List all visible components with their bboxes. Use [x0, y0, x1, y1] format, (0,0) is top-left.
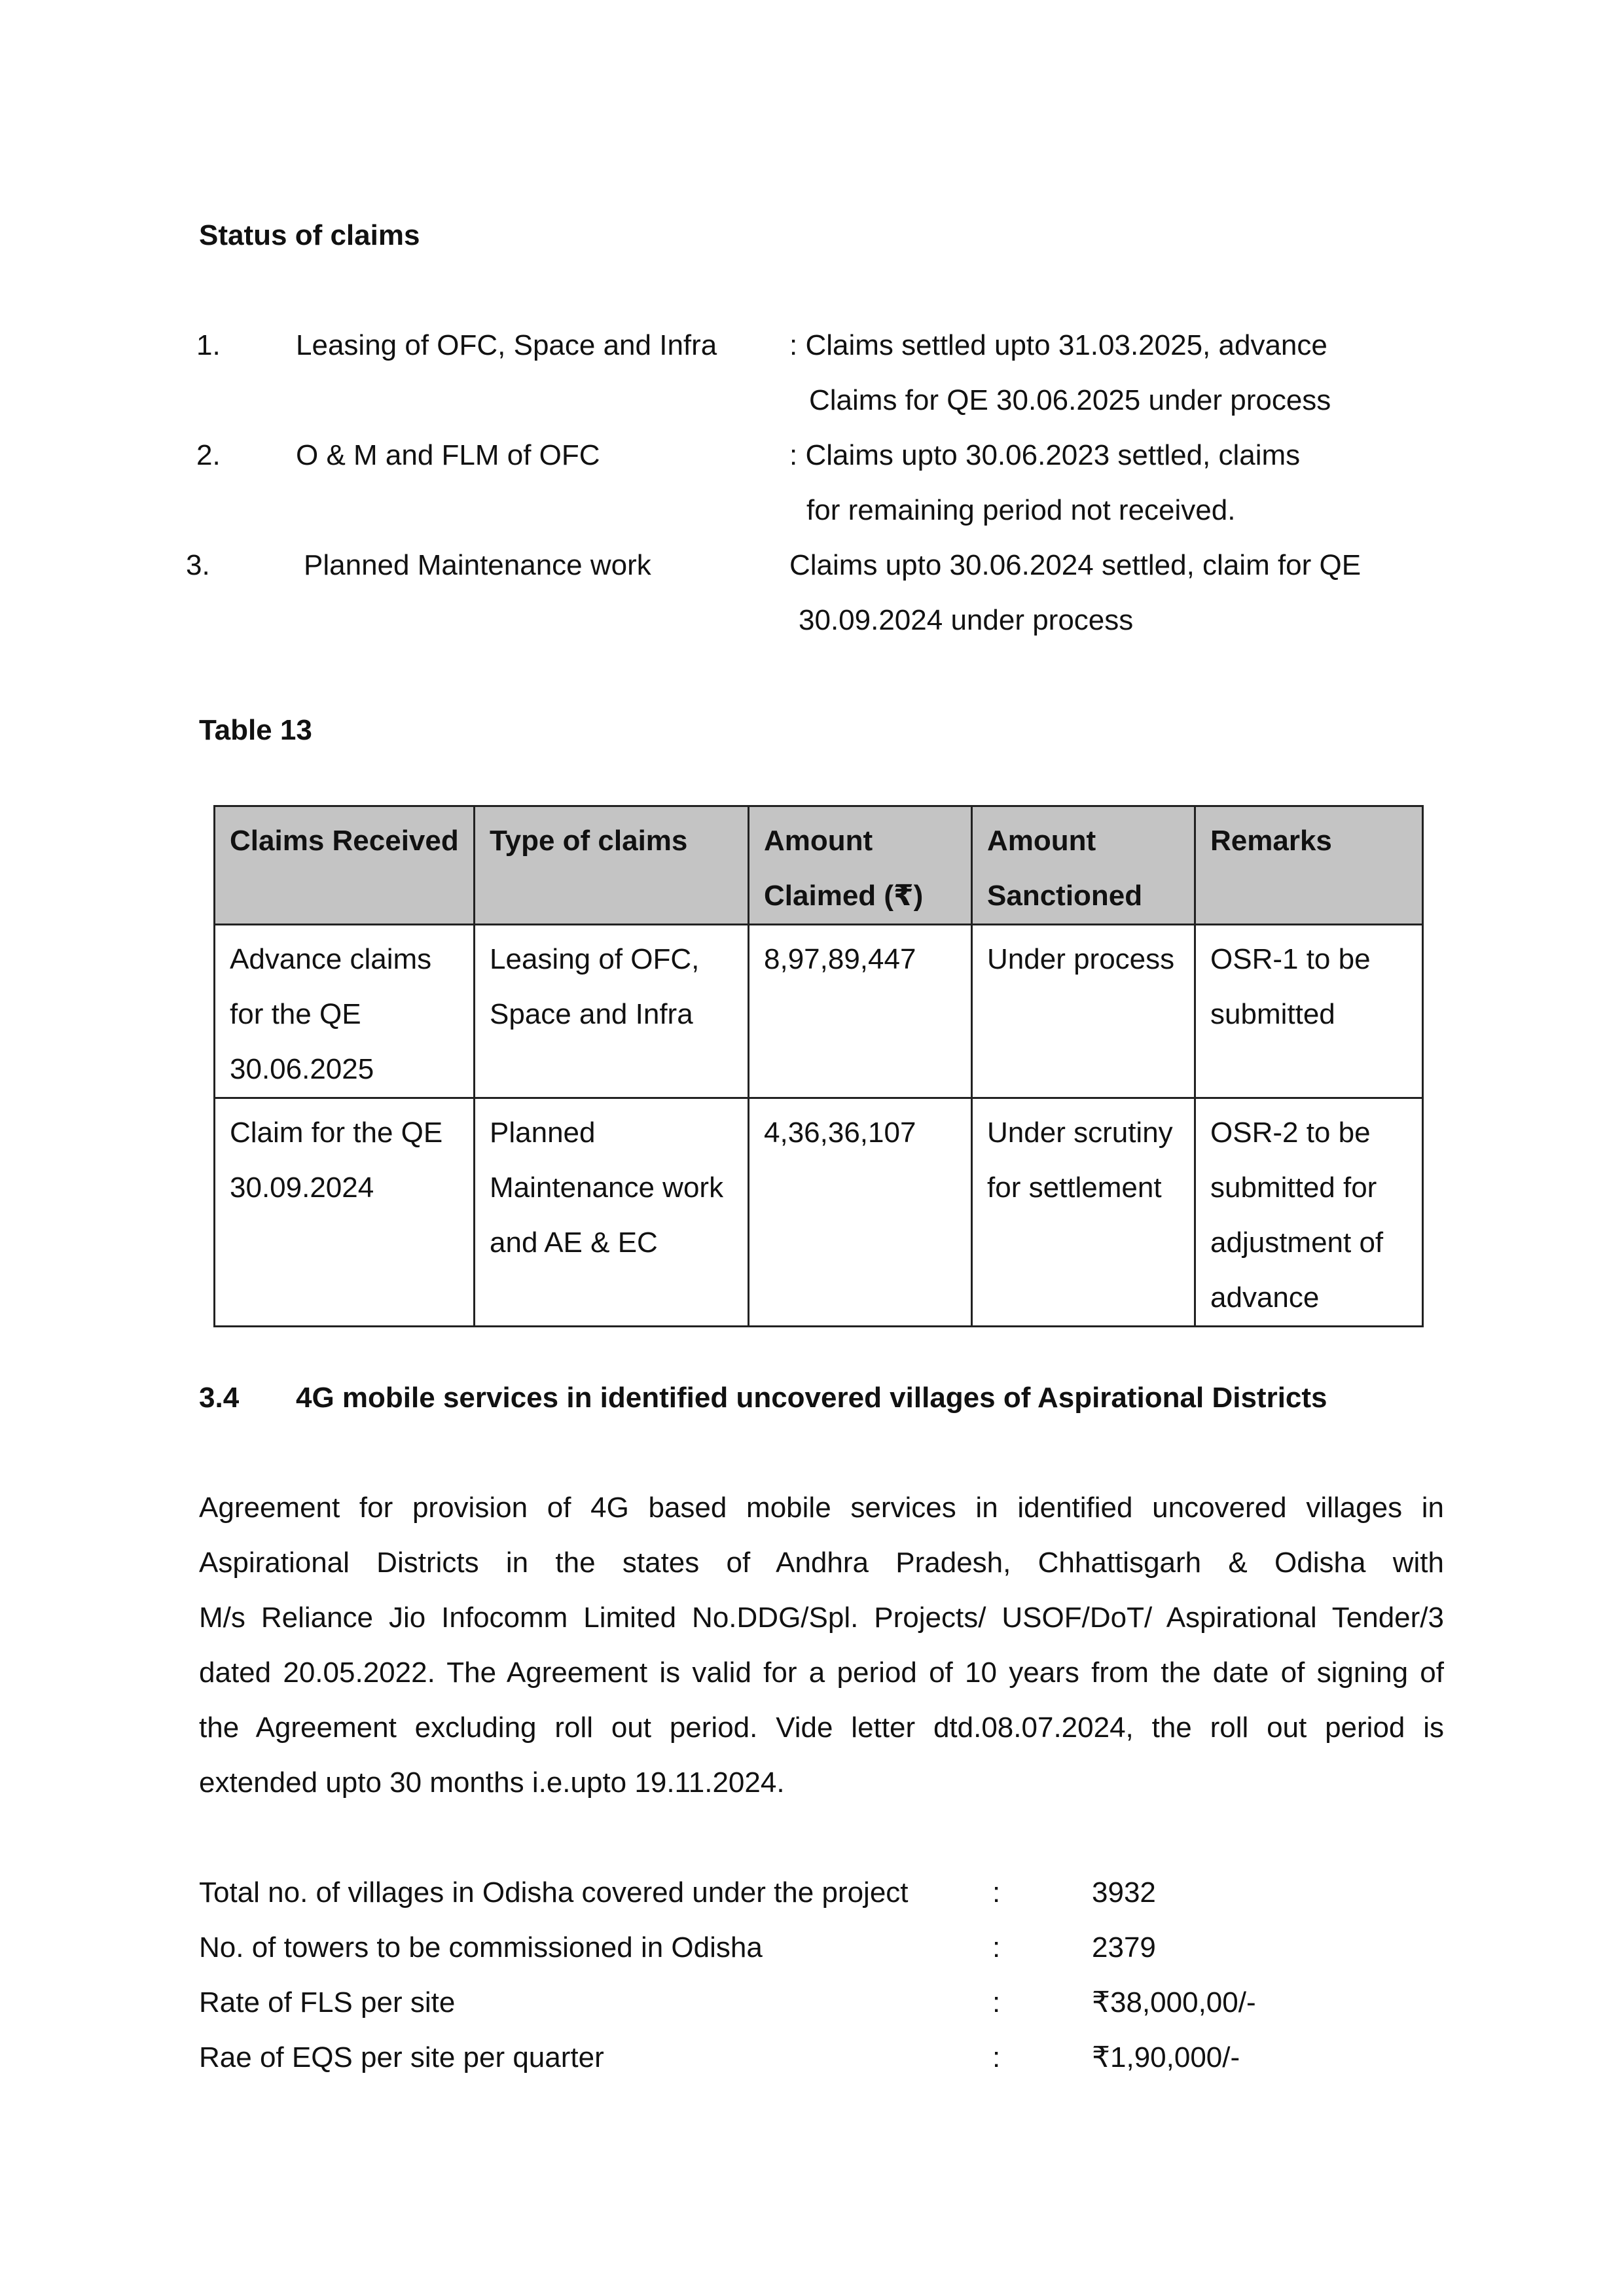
table-cell: Under process — [972, 925, 1195, 1098]
status-item-label: Leasing of OFC, Space and Infra — [296, 329, 717, 361]
table-cell: Claim for the QE 30.09.2024 — [215, 1098, 475, 1327]
section-title: 4G mobile services in identified uncovered villages of Aspirational Districts — [296, 1382, 1327, 1414]
paragraph-line: M/s Reliance Jio Infocomm Limited No.DDG/Spl. Projects/ USOF/DoT/ Aspirational Tender/3 — [199, 1602, 1444, 1634]
paragraph-line: the Agreement excluding roll out period. Vide letter dtd.08.07.2024, the roll out period is — [199, 1712, 1444, 1744]
table-cell: 8,97,89,447 — [749, 925, 972, 1098]
status-item-detail: Claims for QE 30.06.2025 under process — [809, 384, 1331, 416]
header-claims-received: Claims Received — [215, 806, 475, 925]
fact-separator: : — [992, 1986, 1001, 2018]
section-paragraph — [199, 1480, 1444, 1810]
table-cell: OSR-2 to be submitted for adjustment of advance — [1195, 1098, 1423, 1327]
table-row — [215, 1098, 1423, 1327]
fact-value: 2379 — [1092, 1931, 1156, 1964]
header-amount-claimed: Amount Claimed (₹) — [749, 806, 972, 925]
fact-label: Total no. of villages in Odisha covered under the project — [199, 1876, 909, 1909]
table-cell: 4,36,36,107 — [749, 1098, 972, 1327]
paragraph-line: Aspirational Districts in the states of Andhra Pradesh, Chhattisgarh & Odisha with — [199, 1547, 1444, 1579]
section-number: 3.4 — [199, 1382, 240, 1414]
status-item-label: O & M and FLM of OFC — [296, 439, 600, 471]
status-item-detail: Claims upto 30.06.2024 settled, claim for QE — [789, 549, 1362, 581]
table-cell: Advance claims for the QE 30.06.2025 — [215, 925, 475, 1098]
fact-separator: : — [992, 2041, 1001, 2073]
status-item-detail: : Claims upto 30.06.2023 settled, claims — [789, 439, 1301, 471]
fact-label: Rate of FLS per site — [199, 1986, 456, 2018]
fact-value: ₹38,000,00/- — [1092, 1986, 1256, 2018]
status-item-detail: : Claims settled upto 31.03.2025, advance — [789, 329, 1327, 361]
table-row — [215, 925, 1423, 1098]
table-cell: Leasing of OFC, Space and Infra — [475, 925, 749, 1098]
fact-label: No. of towers to be commissioned in Odisha — [199, 1931, 763, 1964]
claims-table — [213, 805, 1424, 1327]
paragraph-line: extended upto 30 months i.e.upto 19.11.2024. — [199, 1767, 785, 1799]
status-item-detail: 30.09.2024 under process — [799, 604, 1134, 636]
fact-value: 3932 — [1092, 1876, 1156, 1909]
status-heading: Status of claims — [199, 219, 420, 251]
paragraph-line: Agreement for provision of 4G based mobile services in identified uncovered villages in — [199, 1492, 1444, 1524]
table-cell: Under scrutiny for settlement — [972, 1098, 1195, 1327]
table-caption: Table 13 — [199, 714, 312, 746]
status-item-label: Planned Maintenance work — [304, 549, 651, 581]
header-amount-sanctioned: Amount Sanctioned — [972, 806, 1195, 925]
fact-value: ₹1,90,000/- — [1092, 2041, 1240, 2073]
status-item-number: 1. — [196, 329, 221, 361]
status-item-number: 3. — [186, 549, 210, 581]
table-cell: Planned Maintenance work and AE & EC — [475, 1098, 749, 1327]
table-cell: OSR-1 to be submitted — [1195, 925, 1423, 1098]
fact-separator: : — [992, 1931, 1001, 1964]
header-type-of-claims: Type of claims — [475, 806, 749, 925]
table-header-row — [215, 806, 1423, 925]
status-item-detail: for remaining period not received. — [806, 494, 1236, 526]
fact-separator: : — [992, 1876, 1001, 1909]
status-item-number: 2. — [196, 439, 221, 471]
fact-label: Rae of EQS per site per quarter — [199, 2041, 604, 2073]
paragraph-line: dated 20.05.2022. The Agreement is valid for a period of 10 years from the date of signing of — [199, 1657, 1444, 1689]
header-remarks: Remarks — [1195, 806, 1423, 925]
